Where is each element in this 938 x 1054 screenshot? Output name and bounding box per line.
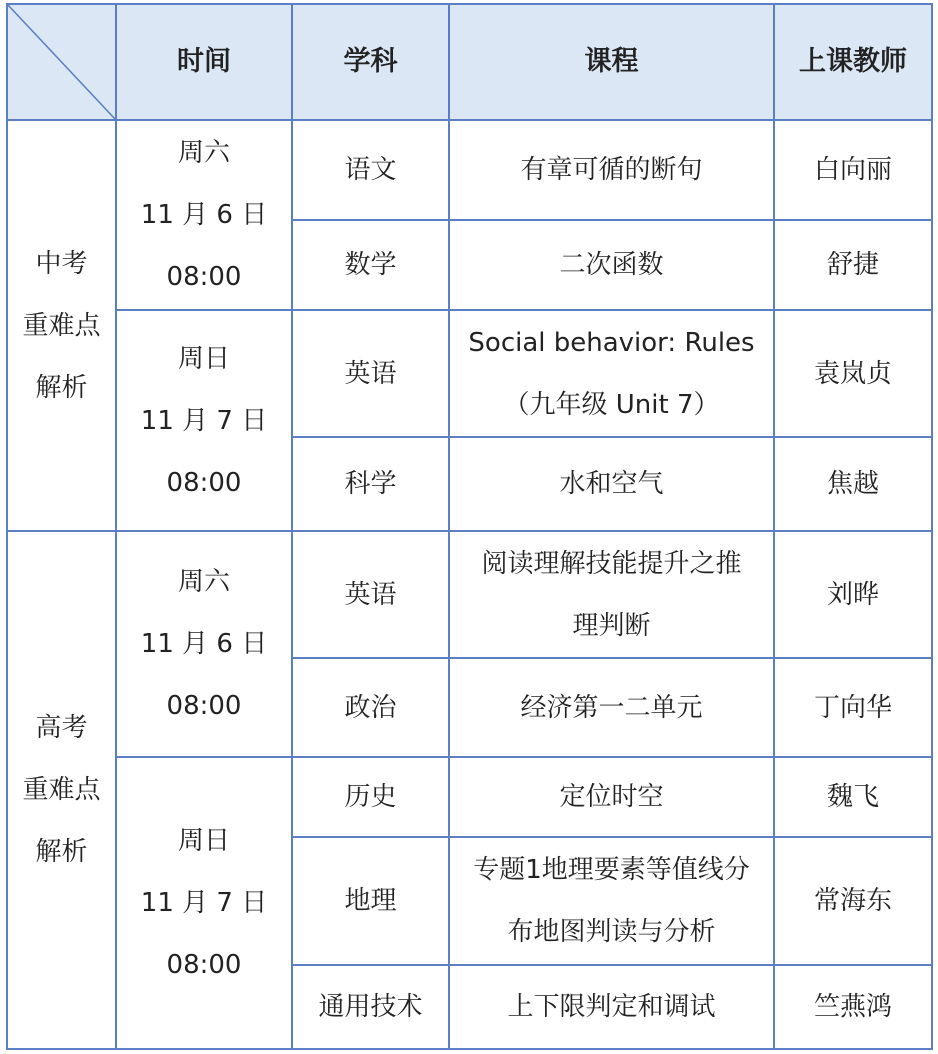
table-row (7, 531, 932, 658)
subject-cell: 历史 (292, 757, 449, 837)
subject-cell: 语文 (292, 120, 449, 220)
course-cell: 上下限判定和调试 (449, 965, 774, 1049)
teacher-cell: 刘晔 (774, 531, 932, 658)
table-row (7, 310, 932, 437)
header-row (7, 4, 932, 120)
time-cell: 周日 11 月 7 日 08:00 (116, 310, 292, 531)
schedule-table (6, 3, 933, 1050)
course-cell: 定位时空 (449, 757, 774, 837)
course-cell: 经济第一二单元 (449, 658, 774, 757)
header-course: 课程 (449, 4, 774, 120)
course-cell: 阅读理解技能提升之推 理判断 (449, 531, 774, 658)
course-cell: 专题1地理要素等值线分 布地图判读与分析 (449, 837, 774, 965)
course-cell: 有章可循的断句 (449, 120, 774, 220)
subject-cell: 地理 (292, 837, 449, 965)
subject-cell: 通用技术 (292, 965, 449, 1049)
teacher-cell: 丁向华 (774, 658, 932, 757)
subject-cell: 科学 (292, 437, 449, 531)
time-cell: 周六 11 月 6 日 08:00 (116, 531, 292, 757)
diagonal-line (8, 5, 115, 119)
table-row (7, 120, 932, 220)
teacher-cell: 竺燕鸿 (774, 965, 932, 1049)
time-cell: 周日 11 月 7 日 08:00 (116, 757, 292, 1049)
course-cell: 二次函数 (449, 220, 774, 310)
group-label-zhongkao: 中考 重难点 解析 (7, 120, 116, 531)
time-cell: 周六 11 月 6 日 08:00 (116, 120, 292, 310)
subject-cell: 英语 (292, 310, 449, 437)
subject-cell: 数学 (292, 220, 449, 310)
course-cell: Social behavior: Rules （九年级 Unit 7） (449, 310, 774, 437)
teacher-cell: 白向丽 (774, 120, 932, 220)
teacher-cell: 袁岚贞 (774, 310, 932, 437)
header-subject: 学科 (292, 4, 449, 120)
schedule-body (7, 120, 932, 1049)
subject-cell: 英语 (292, 531, 449, 658)
subject-cell: 政治 (292, 658, 449, 757)
teacher-cell: 魏飞 (774, 757, 932, 837)
corner-cell (7, 4, 116, 120)
table-row (7, 757, 932, 837)
teacher-cell: 常海东 (774, 837, 932, 965)
group-label-gaokao: 高考 重难点 解析 (7, 531, 116, 1049)
header-teacher: 上课教师 (774, 4, 932, 120)
course-cell: 水和空气 (449, 437, 774, 531)
teacher-cell: 舒捷 (774, 220, 932, 310)
header-time: 时间 (116, 4, 292, 120)
teacher-cell: 焦越 (774, 437, 932, 531)
